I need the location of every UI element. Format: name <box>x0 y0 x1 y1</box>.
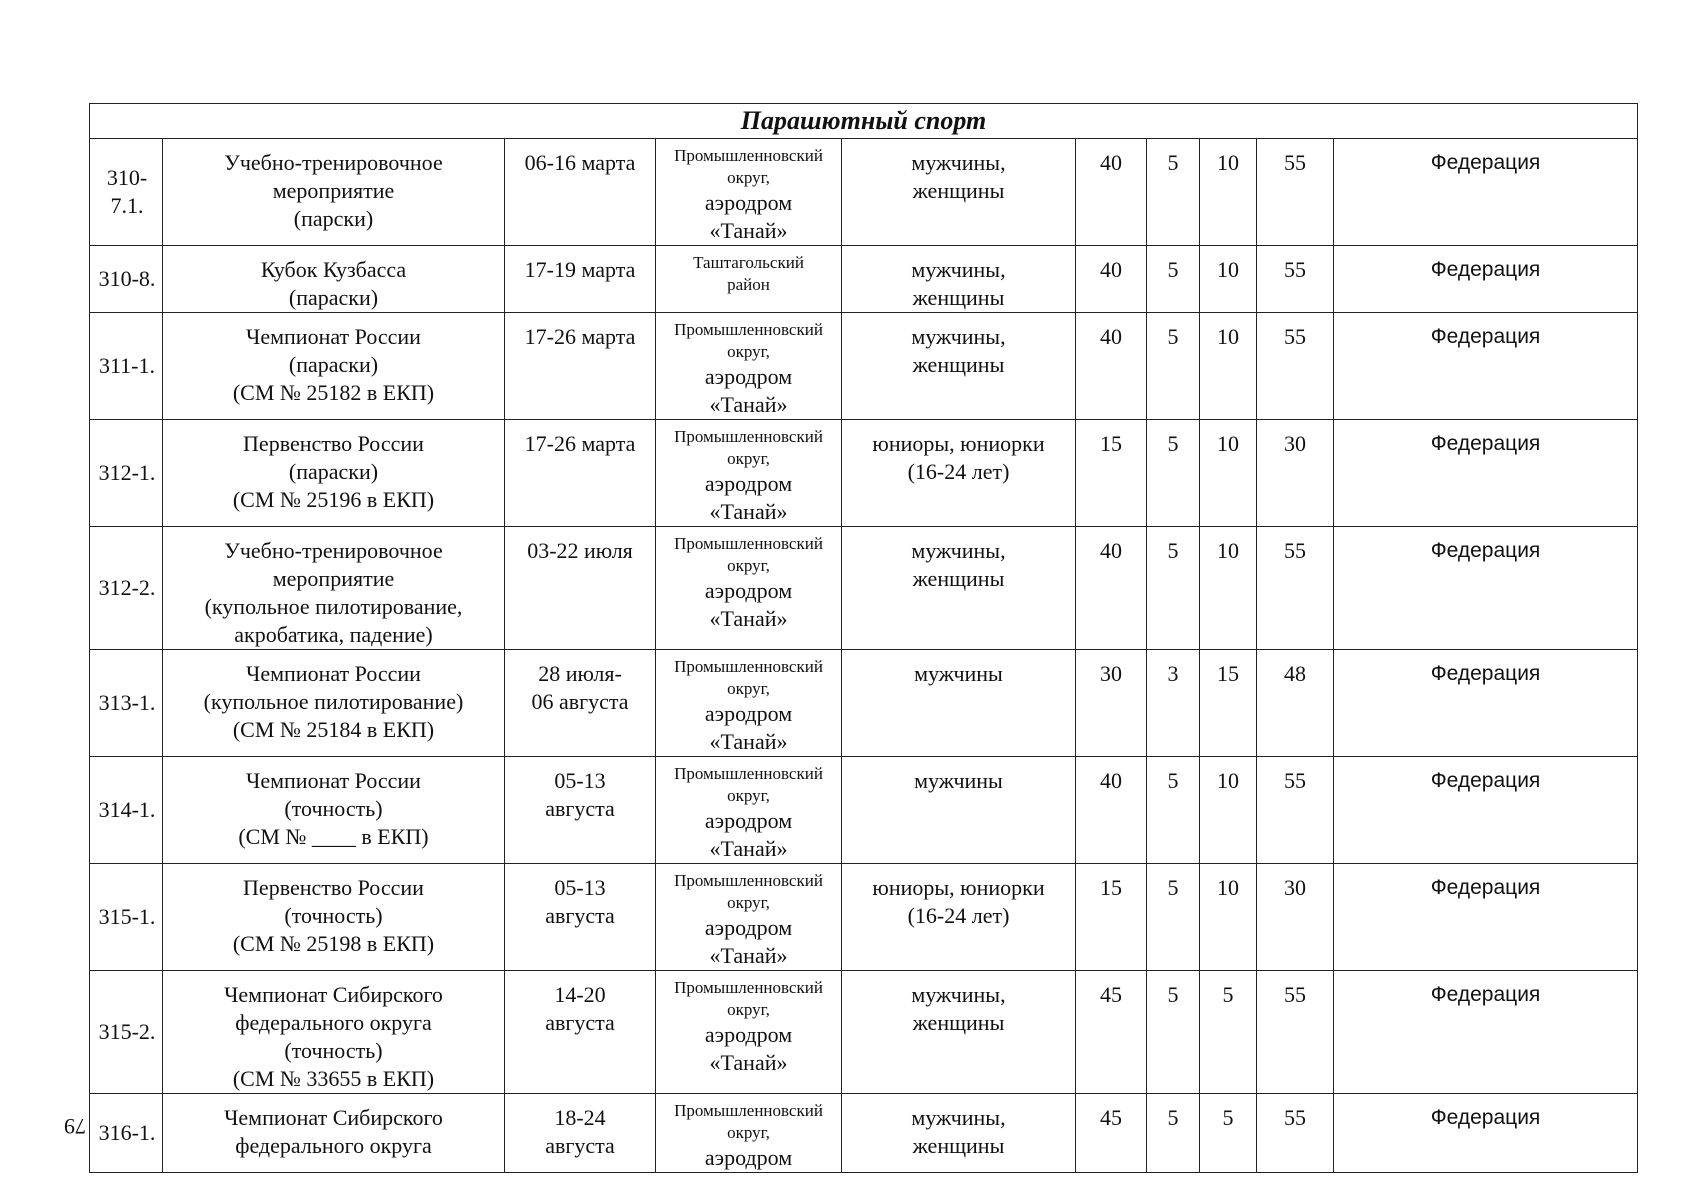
table-row <box>90 246 1638 313</box>
cell-count-2-text: 5 <box>1167 875 1179 900</box>
place-district: Промышленновский округ, <box>674 764 823 805</box>
cell-organizer <box>1334 313 1638 420</box>
cell-place <box>656 527 842 650</box>
cell-count-3-text: 10 <box>1217 538 1239 563</box>
events-table <box>89 103 1638 1173</box>
cell-participants-text: мужчины, женщины <box>911 324 1006 377</box>
cell-count-1 <box>1076 420 1147 527</box>
place-district: Таштагольский район <box>693 253 804 294</box>
cell-event-text: Чемпионат Сибирского федерального округа (точность) (СМ № 33655 в ЕКП) <box>224 982 443 1091</box>
cell-dates-text: 17-19 марта <box>524 257 636 282</box>
place-venue: аэродром «Танай» <box>704 578 793 631</box>
cell-count-total <box>1257 527 1334 650</box>
cell-count-2 <box>1147 864 1200 971</box>
cell-organizer <box>1334 527 1638 650</box>
cell-count-3-text: 10 <box>1217 875 1239 900</box>
table-row <box>90 650 1638 757</box>
cell-number <box>90 313 163 420</box>
cell-place <box>656 971 842 1094</box>
cell-event <box>163 246 505 313</box>
cell-event-text: Первенство России (параски) (СМ № 25196 в ЕКП) <box>232 431 435 512</box>
cell-count-1-text: 40 <box>1100 324 1122 349</box>
cell-participants-text: юниоры, юниорки (16-24 лет) <box>872 431 1045 484</box>
cell-count-total <box>1257 1094 1334 1173</box>
cell-event <box>163 313 505 420</box>
cell-dates <box>505 313 656 420</box>
cell-count-total-text: 48 <box>1284 661 1306 686</box>
cell-organizer <box>1334 420 1638 527</box>
cell-number <box>90 971 163 1094</box>
cell-count-2-text: 3 <box>1167 661 1179 686</box>
cell-count-1 <box>1076 527 1147 650</box>
cell-dates-text: 14-20 августа <box>545 982 615 1035</box>
place-district: Промышленновский округ, <box>674 1101 823 1142</box>
cell-dates <box>505 864 656 971</box>
cell-participants-text: мужчины, женщины <box>911 257 1006 310</box>
schedule-sheet <box>89 103 1637 1173</box>
cell-count-3 <box>1200 864 1257 971</box>
cell-participants <box>842 757 1076 864</box>
cell-dates-text: 05-13 августа <box>545 875 615 928</box>
cell-event-text: Первенство России (точность) (СМ № 25198 в ЕКП) <box>232 875 435 956</box>
cell-count-total <box>1257 139 1334 246</box>
cell-dates-text: 06-16 марта <box>524 150 636 175</box>
cell-participants-text: мужчины, женщины <box>911 150 1006 203</box>
cell-count-1 <box>1076 246 1147 313</box>
cell-count-total-text: 55 <box>1284 982 1306 1007</box>
cell-count-total-text: 55 <box>1284 150 1306 175</box>
cell-dates-text: 05-13 августа <box>545 768 615 821</box>
cell-place <box>656 650 842 757</box>
section-title-row <box>90 104 1638 139</box>
cell-count-total-text: 30 <box>1284 431 1306 456</box>
cell-count-1 <box>1076 971 1147 1094</box>
cell-number-text: 310-8. <box>98 266 156 291</box>
cell-organizer <box>1334 757 1638 864</box>
place-district: Промышленновский округ, <box>674 534 823 575</box>
cell-count-2 <box>1147 246 1200 313</box>
cell-count-2 <box>1147 527 1200 650</box>
cell-count-3 <box>1200 757 1257 864</box>
cell-organizer-text: Федерация <box>1430 876 1541 899</box>
cell-count-1-text: 40 <box>1100 768 1122 793</box>
cell-count-1 <box>1076 864 1147 971</box>
cell-count-3-text: 10 <box>1217 150 1239 175</box>
cell-count-3 <box>1200 971 1257 1094</box>
cell-event-text: Учебно-тренировочное мероприятие (купольное пилотирование, акробатика, падение) <box>204 538 463 647</box>
cell-event <box>163 420 505 527</box>
cell-count-1 <box>1076 650 1147 757</box>
cell-count-2 <box>1147 420 1200 527</box>
cell-count-1 <box>1076 757 1147 864</box>
cell-count-2-text: 5 <box>1167 768 1179 793</box>
cell-participants <box>842 246 1076 313</box>
cell-organizer <box>1334 1094 1638 1173</box>
cell-event <box>163 139 505 246</box>
cell-number <box>90 864 163 971</box>
cell-event <box>163 864 505 971</box>
cell-count-2 <box>1147 1094 1200 1173</box>
table-row <box>90 139 1638 246</box>
cell-organizer-text: Федерация <box>1430 432 1541 455</box>
place-district: Промышленновский округ, <box>674 657 823 698</box>
cell-count-1-text: 40 <box>1100 257 1122 282</box>
cell-event-text: Чемпионат России (купольное пилотирование) (СМ № 25184 в ЕКП) <box>203 661 464 742</box>
cell-participants-text: мужчины, женщины <box>911 538 1006 591</box>
cell-count-3-text: 10 <box>1217 768 1239 793</box>
cell-organizer-text: Федерация <box>1430 258 1541 281</box>
cell-count-total <box>1257 864 1334 971</box>
place-venue: аэродром «Танай» <box>704 915 793 968</box>
cell-count-3 <box>1200 139 1257 246</box>
cell-dates <box>505 971 656 1094</box>
cell-count-total <box>1257 650 1334 757</box>
cell-count-2 <box>1147 313 1200 420</box>
cell-event-text: Чемпионат России (точность) (СМ № ____ в ЕКП) <box>238 768 429 849</box>
cell-event <box>163 757 505 864</box>
cell-count-2-text: 5 <box>1167 431 1179 456</box>
cell-event <box>163 1094 505 1173</box>
cell-count-3-text: 10 <box>1217 324 1239 349</box>
cell-count-3 <box>1200 527 1257 650</box>
cell-place <box>656 757 842 864</box>
cell-count-2 <box>1147 650 1200 757</box>
cell-place <box>656 139 842 246</box>
place-venue: аэродром «Танай» <box>704 190 793 243</box>
cell-participants <box>842 527 1076 650</box>
cell-count-1 <box>1076 139 1147 246</box>
cell-dates <box>505 1094 656 1173</box>
cell-participants <box>842 313 1076 420</box>
cell-count-1-text: 15 <box>1100 431 1122 456</box>
page-number: 79 <box>64 1114 86 1139</box>
cell-participants-text: мужчины <box>914 768 1003 793</box>
cell-count-1-text: 40 <box>1100 150 1122 175</box>
cell-dates <box>505 139 656 246</box>
place-district: Промышленновский округ, <box>674 871 823 912</box>
cell-dates <box>505 246 656 313</box>
cell-organizer-text: Федерация <box>1430 325 1541 348</box>
cell-organizer-text: Федерация <box>1430 769 1541 792</box>
place-district: Промышленновский округ, <box>674 146 823 187</box>
cell-place <box>656 313 842 420</box>
place-district: Промышленновский округ, <box>674 978 823 1019</box>
table-row <box>90 864 1638 971</box>
cell-count-3-text: 10 <box>1217 431 1239 456</box>
cell-count-2 <box>1147 971 1200 1094</box>
cell-organizer <box>1334 139 1638 246</box>
cell-number-text: 315-2. <box>98 1019 156 1044</box>
cell-place <box>656 420 842 527</box>
cell-count-3 <box>1200 313 1257 420</box>
cell-organizer-text: Федерация <box>1430 662 1541 685</box>
cell-number-text: 310- 7.1. <box>106 165 148 218</box>
cell-number <box>90 650 163 757</box>
cell-count-3 <box>1200 420 1257 527</box>
place-venue: аэродром «Танай» <box>704 701 793 754</box>
cell-count-2-text: 5 <box>1167 150 1179 175</box>
cell-place <box>656 864 842 971</box>
cell-event-text: Учебно-тренировочное мероприятие (парски) <box>224 150 443 231</box>
cell-count-1-text: 45 <box>1100 982 1122 1007</box>
cell-dates <box>505 527 656 650</box>
cell-event <box>163 971 505 1094</box>
cell-count-total-text: 55 <box>1284 324 1306 349</box>
place-venue: аэродром «Танай» <box>704 808 793 861</box>
cell-count-2-text: 5 <box>1167 982 1179 1007</box>
cell-dates-text: 18-24 августа <box>545 1105 615 1158</box>
cell-organizer-text: Федерация <box>1430 983 1541 1006</box>
cell-dates-text: 17-26 марта <box>524 324 636 349</box>
cell-participants <box>842 650 1076 757</box>
table-row <box>90 313 1638 420</box>
cell-count-3-text: 15 <box>1217 661 1239 686</box>
cell-count-1 <box>1076 313 1147 420</box>
cell-organizer <box>1334 864 1638 971</box>
cell-count-total <box>1257 971 1334 1094</box>
cell-event-text: Кубок Кузбасса (параски) <box>260 257 407 310</box>
cell-participants <box>842 971 1076 1094</box>
place-venue: аэродром «Танай» <box>704 1022 793 1075</box>
cell-event-text: Чемпионат Сибирского федерального округа <box>224 1105 443 1158</box>
cell-number-text: 316-1. <box>98 1120 156 1145</box>
cell-count-3 <box>1200 246 1257 313</box>
cell-number <box>90 1094 163 1173</box>
place-venue: аэродром <box>704 1145 793 1170</box>
cell-count-total-text: 55 <box>1284 768 1306 793</box>
cell-count-3 <box>1200 1094 1257 1173</box>
cell-number <box>90 527 163 650</box>
cell-participants <box>842 1094 1076 1173</box>
cell-organizer <box>1334 246 1638 313</box>
cell-place <box>656 246 842 313</box>
cell-number-text: 311-1. <box>98 353 155 378</box>
cell-participants <box>842 420 1076 527</box>
cell-count-2-text: 5 <box>1167 257 1179 282</box>
cell-number <box>90 139 163 246</box>
cell-count-total <box>1257 246 1334 313</box>
cell-count-1-text: 40 <box>1100 538 1122 563</box>
cell-organizer <box>1334 971 1638 1094</box>
cell-event-text: Чемпионат России (параски) (СМ № 25182 в ЕКП) <box>232 324 435 405</box>
cell-count-3 <box>1200 650 1257 757</box>
table-row <box>90 527 1638 650</box>
cell-count-total <box>1257 313 1334 420</box>
cell-number-text: 313-1. <box>98 690 156 715</box>
cell-organizer <box>1334 650 1638 757</box>
cell-count-total <box>1257 757 1334 864</box>
cell-participants-text: юниоры, юниорки (16-24 лет) <box>872 875 1045 928</box>
cell-organizer-text: Федерация <box>1430 151 1541 174</box>
cell-dates <box>505 757 656 864</box>
cell-organizer-text: Федерация <box>1430 539 1541 562</box>
cell-event <box>163 650 505 757</box>
table-row <box>90 757 1638 864</box>
cell-dates <box>505 650 656 757</box>
cell-place <box>656 1094 842 1173</box>
place-venue: аэродром «Танай» <box>704 364 793 417</box>
cell-number-text: 314-1. <box>98 797 156 822</box>
cell-number <box>90 420 163 527</box>
section-title: Парашютный спорт <box>90 104 1638 139</box>
cell-count-2 <box>1147 757 1200 864</box>
cell-event <box>163 527 505 650</box>
table-row <box>90 420 1638 527</box>
cell-number <box>90 757 163 864</box>
cell-count-2-text: 5 <box>1167 324 1179 349</box>
cell-count-total-text: 55 <box>1284 1105 1306 1130</box>
cell-participants <box>842 139 1076 246</box>
cell-count-3-text: 10 <box>1217 257 1239 282</box>
cell-number <box>90 246 163 313</box>
place-district: Промышленновский округ, <box>674 427 823 468</box>
cell-participants-text: мужчины, женщины <box>911 1105 1006 1158</box>
cell-count-1-text: 15 <box>1100 875 1122 900</box>
cell-participants-text: мужчины, женщины <box>911 982 1006 1035</box>
cell-count-3-text: 5 <box>1222 1105 1234 1130</box>
cell-count-3-text: 5 <box>1222 982 1234 1007</box>
cell-dates-text: 03-22 июля <box>527 538 633 563</box>
cell-dates <box>505 420 656 527</box>
place-venue: аэродром «Танай» <box>704 471 793 524</box>
table-row <box>90 971 1638 1094</box>
cell-participants <box>842 864 1076 971</box>
cell-count-total-text: 55 <box>1284 538 1306 563</box>
cell-number-text: 312-2. <box>98 575 156 600</box>
cell-count-total-text: 30 <box>1284 875 1306 900</box>
cell-count-1-text: 45 <box>1100 1105 1122 1130</box>
cell-count-total <box>1257 420 1334 527</box>
cell-count-total-text: 55 <box>1284 257 1306 282</box>
cell-number-text: 315-1. <box>98 904 156 929</box>
cell-count-1 <box>1076 1094 1147 1173</box>
place-district: Промышленновский округ, <box>674 320 823 361</box>
cell-number-text: 312-1. <box>98 460 156 485</box>
cell-count-2-text: 5 <box>1167 538 1179 563</box>
cell-count-2 <box>1147 139 1200 246</box>
table-row <box>90 1094 1638 1173</box>
cell-participants-text: мужчины <box>914 661 1003 686</box>
cell-count-2-text: 5 <box>1167 1105 1179 1130</box>
cell-organizer-text: Федерация <box>1430 1106 1541 1129</box>
cell-dates-text: 17-26 марта <box>524 431 636 456</box>
cell-count-1-text: 30 <box>1100 661 1122 686</box>
cell-dates-text: 28 июля- 06 августа <box>531 661 629 714</box>
